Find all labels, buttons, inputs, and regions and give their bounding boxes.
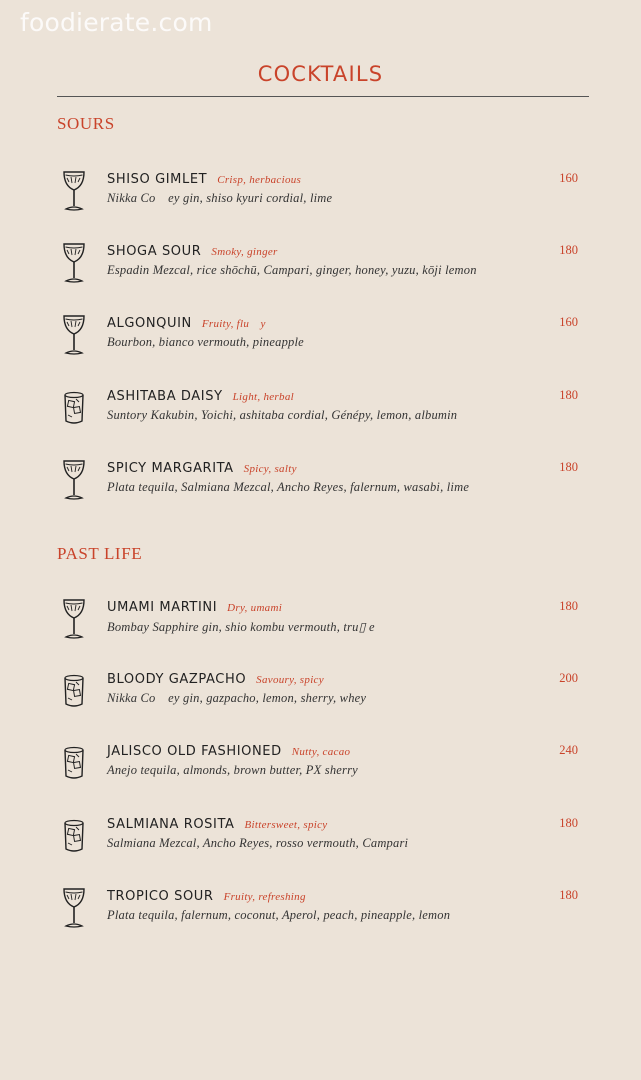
section-title-past-life: PAST LIFE (57, 544, 143, 563)
section-title-sours: SOURS (57, 114, 115, 133)
menu-item (0, 742, 641, 802)
menu-item (0, 314, 641, 374)
menu-item (0, 598, 641, 658)
menu-item (0, 670, 641, 730)
item-tag: Savoury, spicy (256, 674, 324, 686)
item-description: Bourbon, bianco vermouth, pineapple (107, 335, 304, 349)
item-description: Salmiana Mezcal, Ancho Reyes, rosso vermouth, Campari (107, 836, 409, 850)
item-price: 180 (559, 599, 578, 613)
item-price: 160 (559, 171, 578, 185)
item-name: JALISCO OLD FASHIONED (107, 744, 282, 759)
item-price: 180 (559, 816, 578, 830)
coupe-glass-icon (60, 312, 88, 358)
item-price: 180 (559, 243, 578, 257)
coupe-glass-icon (60, 885, 88, 931)
coupe-glass-icon (60, 168, 88, 214)
page-title: COCKTAILS (257, 62, 384, 86)
item-name: TROPICO SOUR (107, 889, 214, 904)
item-description: Anejo tequila, almonds, brown butter, PX sherry (107, 763, 358, 777)
item-name: SHOGA SOUR (107, 244, 202, 259)
item-name: ASHITABA DAISY (107, 389, 223, 404)
item-price: 240 (559, 743, 578, 757)
item-tag: Dry, umami (227, 602, 283, 614)
item-description: Espadin Mezcal, rice shōchū, Campari, ginger, honey, yuzu, kōji lemon (107, 263, 477, 277)
item-name: ALGONQUIN (107, 316, 192, 331)
item-tag: Bittersweet, spicy (244, 819, 328, 831)
item-tag: Fruity, refreshing (223, 891, 306, 903)
menu-item (0, 242, 641, 302)
rocks-glass-icon (60, 740, 88, 786)
coupe-glass-icon (60, 457, 88, 503)
item-description: Plata tequila, Salmiana Mezcal, Ancho Reyes, falernum, wasabi, lime (107, 480, 470, 494)
item-price: 180 (559, 388, 578, 402)
item-tag: Light, herbal (232, 391, 294, 403)
item-description: Plata tequila, falernum, coconut, Aperol, peach, pineapple, lemon (107, 908, 451, 922)
item-name: BLOODY GAZPACHO (107, 672, 247, 687)
menu-item (0, 387, 641, 447)
watermark: foodierate.com (20, 8, 213, 37)
rocks-glass-icon (60, 668, 88, 714)
item-tag: Nutty, cacao (291, 746, 351, 758)
coupe-glass-icon (60, 240, 88, 286)
item-tag: Spicy, salty (243, 463, 297, 475)
rocks-glass-icon (60, 385, 88, 431)
menu-item (0, 815, 641, 875)
item-description: Bombay Sapphire gin, shio kombu vermouth, tru▯ e (107, 620, 375, 634)
rocks-glass-icon (60, 813, 88, 859)
title-divider (57, 96, 589, 97)
menu-item (0, 459, 641, 519)
item-tag: Crisp, herbacious (217, 174, 302, 186)
item-name: SALMIANA ROSITA (107, 817, 235, 832)
item-tag: Smoky, ginger (211, 246, 278, 258)
item-name: SHISO GIMLET (107, 172, 208, 187)
menu-item (0, 887, 641, 947)
item-description: Nikka Co ey gin, shiso kyuri cordial, lime (107, 191, 333, 205)
item-name: UMAMI MARTINI (107, 600, 218, 615)
item-description: Nikka Co ey gin, gazpacho, lemon, sherry, whey (107, 691, 367, 705)
menu-item (0, 170, 641, 230)
item-description: Suntory Kakubin, Yoichi, ashitaba cordial, Génépy, lemon, albumin (107, 408, 458, 422)
item-name: SPICY MARGARITA (107, 461, 234, 476)
item-price: 180 (559, 460, 578, 474)
item-price: 200 (559, 671, 578, 685)
item-price: 180 (559, 888, 578, 902)
coupe-glass-icon (60, 596, 88, 642)
item-tag: Fruity, flu y (201, 318, 266, 330)
item-price: 160 (559, 315, 578, 329)
